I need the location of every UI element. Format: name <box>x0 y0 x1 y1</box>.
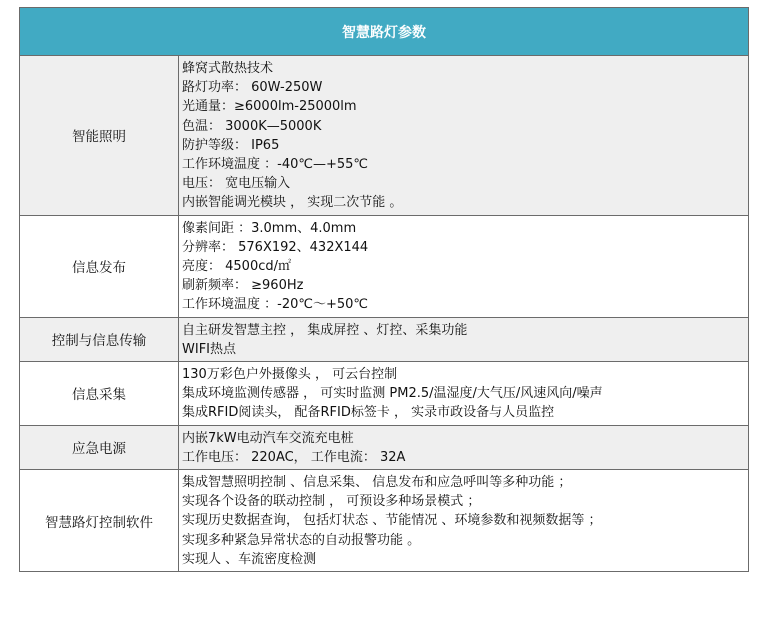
content-line: 集成智慧照明控制 、信息采集、 信息发布和应急呼叫等多种功能 ； <box>182 475 572 491</box>
content-line: 像素间距 ：3.0mm、4.0mm <box>182 220 357 236</box>
content-line: 自主研发智慧主控 ， 集成屏控 、灯控、采集功能 <box>182 322 468 338</box>
content-line: 集成RFID阅读头， 配备RFID标签卡 ， 实录市政设备与人员监控 <box>182 405 555 421</box>
content-line: 实现各个设备的联动控制 ， 可预设多种场景模式 ； <box>182 494 481 510</box>
content-line: 工作电压： 220AC， 工作电流： 32A <box>182 449 406 465</box>
table-row <box>20 215 749 317</box>
table-row <box>20 362 749 426</box>
content-line: 光通量：≥6000lm-25000lm <box>182 99 357 115</box>
content-line: 蜂窝式散热技术 <box>182 61 274 76</box>
content-line: 亮度： 4500cd/㎡ <box>182 259 291 275</box>
content-line: WIFI热点 <box>182 341 236 357</box>
content-line: 实现历史数据查询， 包括灯状态 、节能情况 、环境参数和视频数据等 ； <box>182 513 602 529</box>
table-row <box>20 56 749 216</box>
row-label: 信息发布 <box>20 215 179 317</box>
row-label: 应急电源 <box>20 425 179 469</box>
table-header-row <box>20 8 749 56</box>
table-row <box>20 425 749 469</box>
content-line: 色温： 3000K—5000K <box>182 118 322 134</box>
content-line: 工作环境温度 ：-40℃—+55℃ <box>182 157 368 173</box>
row-content <box>179 470 749 572</box>
row-content <box>179 215 749 317</box>
row-content <box>179 425 749 469</box>
row-label: 智慧路灯控制软件 <box>20 470 179 572</box>
content-line: 电压： 宽电压输入 <box>182 176 291 192</box>
content-line: 路灯功率： 60W-250W <box>182 80 323 96</box>
content-line: 刷新频率： ≥960Hz <box>182 278 304 294</box>
content-line: 分辨率： 576X192、432X144 <box>182 239 369 255</box>
content-line: 130万彩色户外摄像头 ， 可云台控制 <box>182 367 398 383</box>
row-content <box>179 56 749 216</box>
table-row <box>20 470 749 572</box>
content-line: 集成环境监测传感器 ， 可实时监测 PM2.5/温湿度/大气压/风速风向/噪声 <box>182 386 603 402</box>
content-line: 实现多种紧急异常状态的自动报警功能 。 <box>182 532 421 548</box>
row-content <box>179 362 749 426</box>
content-line: 防护等级： IP65 <box>182 137 280 153</box>
content-line: 实现人 、车流密度检测 <box>182 551 317 567</box>
content-line: 工作环境温度 ：-20℃～+50℃ <box>182 297 368 313</box>
row-label: 信息采集 <box>20 362 179 426</box>
row-label: 控制与信息传输 <box>20 317 179 361</box>
table-title: 智慧路灯参数 <box>20 8 749 56</box>
table-body <box>20 8 749 572</box>
table-row <box>20 317 749 361</box>
row-label: 智能照明 <box>20 56 179 216</box>
row-content <box>179 317 749 361</box>
parameters-table <box>19 7 749 572</box>
content-line: 内嵌7kW电动汽车交流充电桩 <box>182 430 354 446</box>
content-line: 内嵌智能调光模块 ， 实现二次节能 。 <box>182 195 403 211</box>
